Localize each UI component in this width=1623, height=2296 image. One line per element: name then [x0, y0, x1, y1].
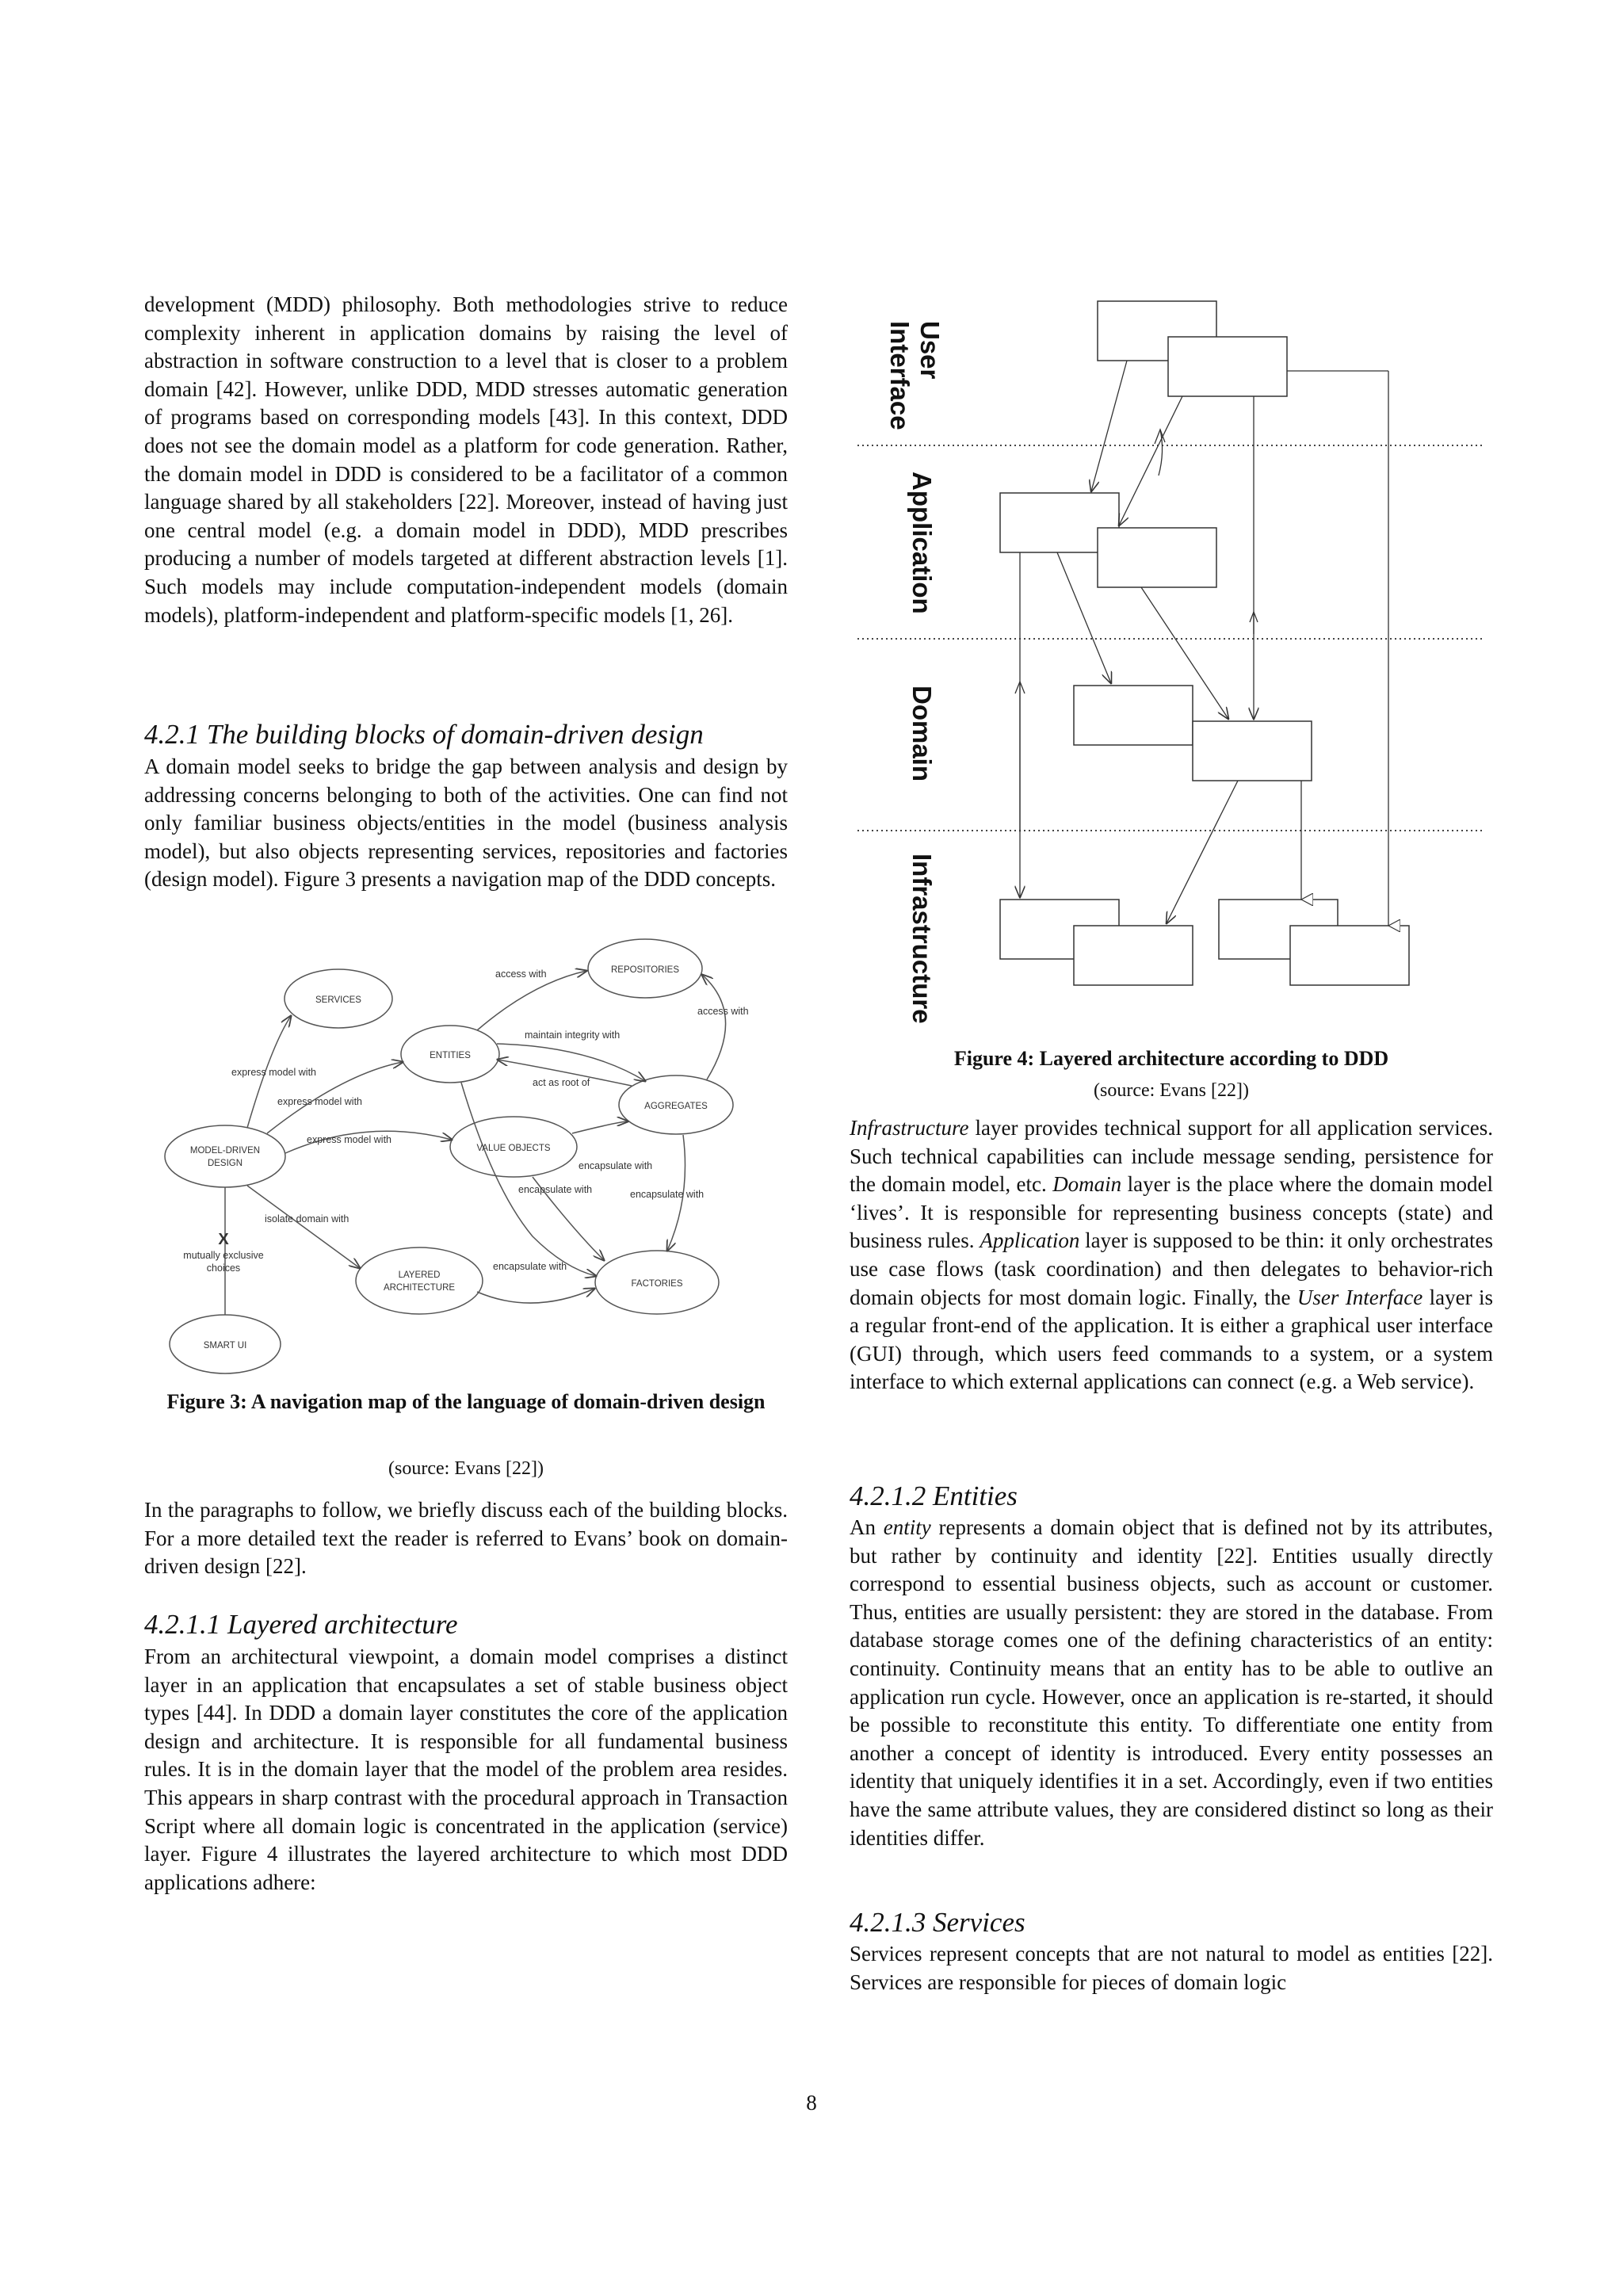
layer-label-user-interface-2: Interface — [885, 321, 915, 430]
infra-box-4 — [1290, 926, 1409, 985]
infrastructure-paragraph: Infrastructure layer provides technical support for all application services. Such technical capabilities can include message sending, persistence for the domain model, etc. Domain layer is the place where the domain model ‘lives’. It is responsible for representing business concepts (state) and business rules. Application layer is supposed to be thin: it only orchestrates use case flows (task coordination) and then delegates to behavior-rich domain objects for most domain logic. Finally, the User Interface layer is a regular front-end of the application. It is either a graphical user interface (GUI) through, which users feed commands to a system, or a system interface to which external applications can connect (e.g. a Web service). — [850, 1116, 1494, 1394]
infra-box-2 — [1074, 926, 1193, 985]
label-smart-ui: SMART UI — [203, 1341, 247, 1350]
figure-3-caption: Figure 3: A navigation map of the language of domain-driven design — [166, 1390, 766, 1413]
label-services: SERVICES — [315, 995, 361, 1005]
edge-label-encapsulate-2: encapsulate with — [518, 1184, 593, 1195]
section-heading-4-2-1-1: 4.2.1.1 Layered architecture — [144, 1609, 458, 1640]
edge-entities-aggregates-1 — [497, 1044, 645, 1081]
figure-4-caption: Figure 4: Layered architecture according to DDD — [953, 1047, 1389, 1070]
edge-entities-repositories — [477, 971, 586, 1030]
edge-label-act-root: act as root of — [533, 1077, 590, 1088]
edge-label-mutually-2: choices — [206, 1263, 241, 1274]
edge-layered-factories — [477, 1289, 594, 1303]
edge-label-access-2: access with — [697, 1006, 749, 1017]
figure-4-layered-architecture — [850, 285, 1493, 1030]
section-4-2-1-paragraph: A domain model seeks to bridge the gap between analysis and design by addressing concerns belonging to both of the activities. One can find not only familiar business objects/entities in the model (business analysis model), but also objects representing services, repositories and factories (design model). Figure 3 presents a navigation map of the DDD concepts. — [144, 755, 788, 892]
edge-label-access-1: access with — [495, 968, 547, 980]
layer-label-application: Application — [907, 472, 937, 614]
edge-mdd-layered — [247, 1186, 360, 1268]
domain-box-1 — [1074, 686, 1193, 745]
label-factories: FACTORIES — [631, 1279, 683, 1289]
label-layered-2: ARCHITECTURE — [383, 1283, 456, 1293]
label-repositories: REPOSITORIES — [610, 965, 680, 975]
section-heading-4-2-1-3: 4.2.1.3 Services — [850, 1907, 1025, 1938]
label-mdd-1: MODEL-DRIVEN — [189, 1146, 261, 1156]
page-number: 8 — [806, 2091, 817, 2115]
ui-box-2 — [1168, 337, 1287, 396]
edge-entities-factories — [461, 1083, 596, 1276]
edge-label-express-1: express model with — [231, 1067, 316, 1078]
edge-label-encapsulate-3: encapsulate with — [630, 1189, 705, 1200]
edge-aggregates-repositories — [702, 975, 726, 1079]
edge-value-objects-aggregates — [572, 1121, 628, 1133]
section-heading-4-2-1: 4.2.1 The building blocks of domain-driven design — [144, 719, 704, 750]
x-mark: X — [218, 1231, 229, 1248]
return-arrow-4 — [1015, 682, 1025, 832]
intro-paragraph: development (MDD) philosophy. Both methodologies strive to reduce complexity inherent in application domains by raising the level of abstraction in software construction to a level that is closer to a problem domain [42]. However, unlike DDD, MDD stresses automatic generation of programs based on corresponding models [43]. In this context, DDD does not see the domain model as a platform for code generation. Rather, the domain model in DDD is considered to be a facilitator of a common language shared by all stakeholders [22]. Moreover, instead of having just one central model (e.g. a domain model in DDD), MDD prescribes producing a number of models targeted at different abstraction levels [1]. Such models may include computation-independent models (domain models), platform-independent and platform-specific models [1, 26]. — [144, 292, 788, 627]
app-box-2 — [1098, 528, 1216, 587]
return-arrow-1 — [1159, 430, 1163, 476]
node-mdd — [165, 1125, 285, 1187]
section-4-2-1-1-paragraph: From an architectural viewpoint, a domain model comprises a distinct layer in an application that encapsulates a set of stable business object types [44]. In DDD a domain layer constitutes the core of the application design and architecture. It is responsible for all fundamental business rules. It is in the domain layer that the model of the problem area resides. This appears in sharp contrast with the procedural approach in Transaction Script where all domain logic is concentrated in the application (service) layer. Figure 4 illustrates the layered architecture to which most DDD applications adhere: — [144, 1645, 788, 1894]
figure-3-navigation-map — [160, 927, 778, 1379]
edge-label-encapsulate-1: encapsulate with — [579, 1160, 653, 1171]
edge-label-encapsulate-4: encapsulate with — [493, 1261, 567, 1272]
section-heading-4-2-1-2: 4.2.1.2 Entities — [850, 1480, 1018, 1511]
return-arrow-3 — [1250, 612, 1258, 634]
label-entities: ENTITIES — [430, 1051, 471, 1060]
edge-label-express-2: express model with — [277, 1096, 362, 1107]
edge-label-mutually-1: mutually exclusive — [183, 1250, 264, 1261]
follow-paragraph: In the paragraphs to follow, we briefly discuss each of the building blocks. For a more detailed text the reader is referred to Evans’ book on domain-driven design [22]. — [144, 1498, 788, 1579]
edge-label-express-3: express model with — [307, 1134, 391, 1145]
label-value-objects: VALUE OBJECTS — [476, 1144, 551, 1153]
services-paragraph: Services represent concepts that are not natural to model as entities [22]. Services are responsible for pieces of domain logic — [850, 1942, 1493, 1994]
layer-label-user-interface-1: User — [915, 321, 945, 380]
figure-3-source: (source: Evans [22]) — [388, 1458, 544, 1479]
node-layered — [356, 1247, 483, 1314]
arrow-ui2-app2 — [1119, 396, 1182, 525]
edge-label-isolate: isolate domain with — [265, 1213, 349, 1224]
domain-box-2 — [1193, 721, 1312, 781]
arrow-ui-app — [1091, 361, 1127, 491]
entities-paragraph: An entity represents a domain object that is defined not by its attributes, but rather by continuity and identity [22]. Entities usually directly correspond to essential business objects, such as account or customer. Thus, entities are usually persistent: they are stored in the database. From database storage comes one of the defining characteristics of an entity: continuity. Continuity means that an entity has to be able to outlive an application run cycle. However, once an application is re-started, it should be possible to reconstitute this entity. To differentiate one entity from another a concept of identity is introduced. Every entity possesses an identity that uniquely identifies it in a set. Accordingly, even if two entities have the same attribute values, they are considered distinct so long as their identities differ. — [850, 1515, 1493, 1850]
label-aggregates: AGGREGATES — [644, 1102, 708, 1111]
label-layered-1: LAYERED — [398, 1270, 441, 1280]
edge-label-maintain: maintain integrity with — [525, 1030, 621, 1041]
figure-4-source: (source: Evans [22]) — [1094, 1080, 1249, 1101]
layer-label-domain: Domain — [907, 686, 937, 782]
label-mdd-2: DESIGN — [207, 1159, 243, 1168]
layer-label-infrastructure: Infrastructure — [907, 854, 937, 1024]
